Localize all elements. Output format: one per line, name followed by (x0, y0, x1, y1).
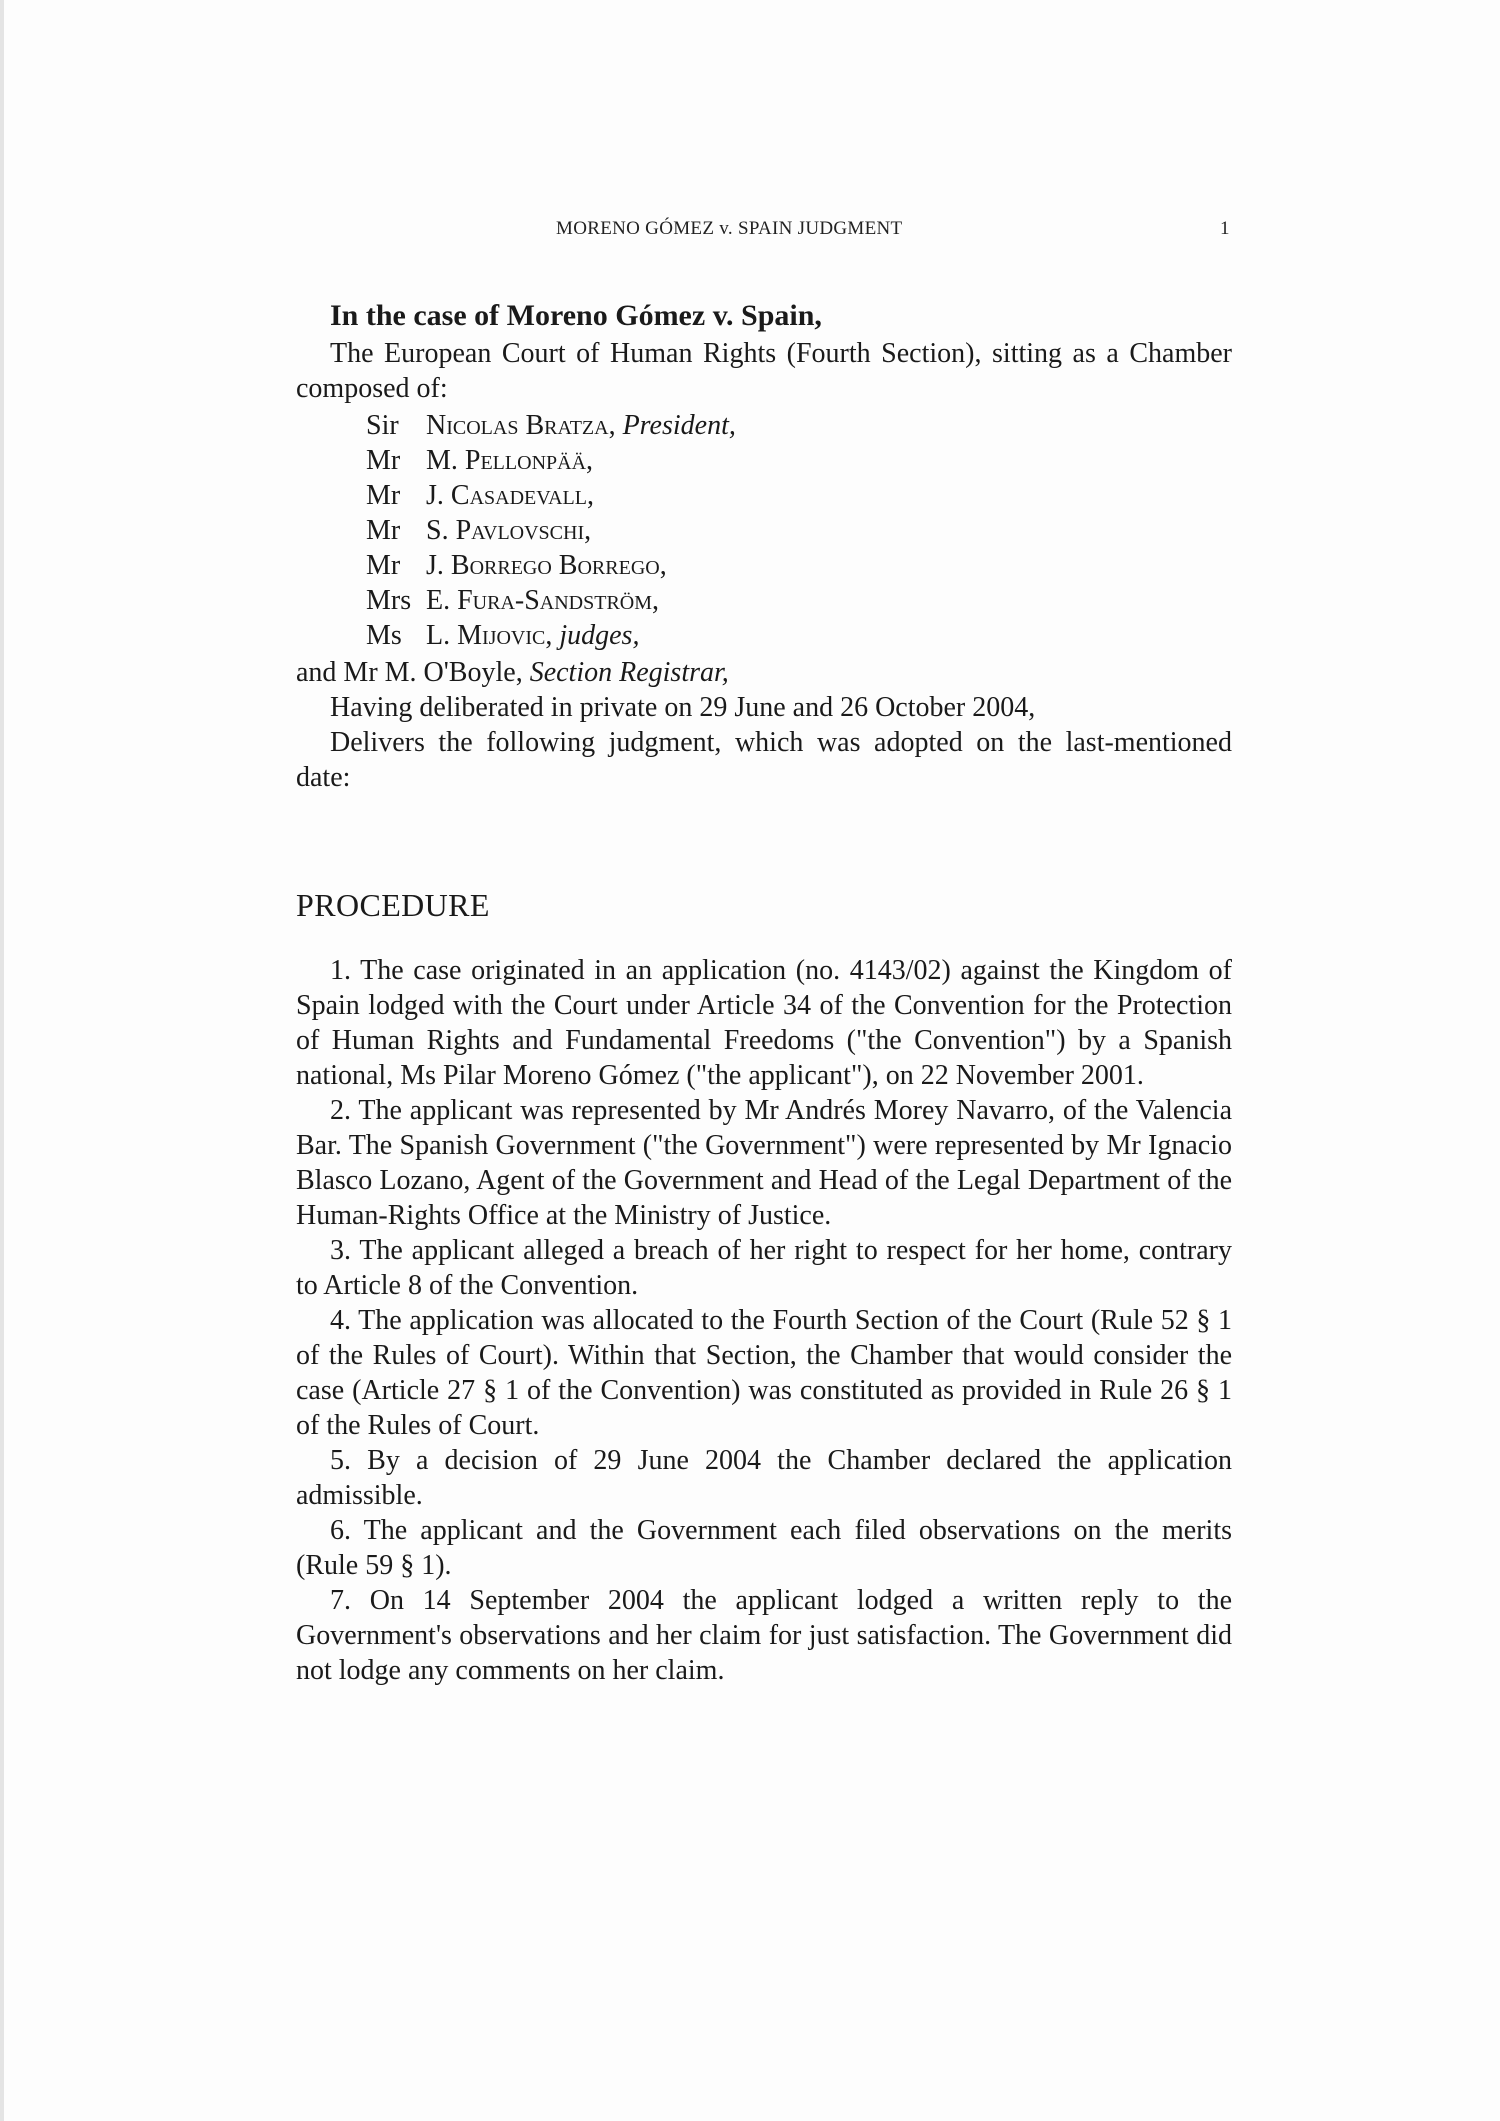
court-composition-line: The European Court of Human Rights (Fourth Section), sitting as a Chamber composed of: (296, 338, 1232, 404)
judge-name: Nicolas Bratza, President, (426, 410, 736, 441)
judge-title: Mrs (366, 585, 412, 616)
deliberation-line: Having deliberated in private on 29 June and 26 October 2004, (330, 692, 1036, 723)
page-number: 1 (1220, 218, 1230, 239)
procedure-paragraph: 7. On 14 September 2004 the applicant lodged a written reply to the Government's observations and her claim for just satisfaction. The Government did not lodge any comments on her claim. (296, 1585, 1232, 1686)
document-body (296, 298, 1232, 1688)
procedure-paragraph: 3. The applicant alleged a breach of her right to respect for her home, contrary to Article 8 of the Convention. (296, 1235, 1232, 1301)
section-heading-procedure: PROCEDURE (296, 887, 490, 923)
registrar-line: and Mr M. O'Boyle, Section Registrar, (296, 657, 729, 688)
judge-title: Mr (366, 480, 401, 511)
judge-title: Mr (366, 515, 401, 546)
procedure-paragraph: 1. The case originated in an application (no. 4143/02) against the Kingdom of Spain lodged with the Court under Article 34 of the Convention for the Protection of Human Rights and Fundamental Freedoms ("the Convention") by a Spanish national, Ms Pilar Moreno Gómez ("the applicant"), on 22 November 2001. (296, 955, 1232, 1091)
procedure-paragraph: 5. By a decision of 29 June 2004 the Chamber declared the application admissible. (296, 1445, 1232, 1511)
judge-name: L. Mijovic, judges, (426, 620, 640, 651)
judge-name: S. Pavlovschi, (426, 515, 592, 546)
case-title: In the case of Moreno Gómez v. Spain, (330, 299, 822, 332)
procedure-paragraph: 4. The application was allocated to the Fourth Section of the Court (Rule 52 § 1 of the Rules of Court). Within that Section, the Chamber that would consider the case (Article 27 § 1 of the Convention) was constituted as provided in Rule 26 § 1 of the Rules of Court. (296, 1305, 1232, 1441)
delivery-line: Delivers the following judgment, which was adopted on the last-mentioned date: (296, 727, 1232, 793)
judges-list (366, 408, 1232, 653)
judge-name: E. Fura-Sandström, (426, 585, 660, 616)
procedure-section (296, 953, 1232, 1688)
judge-title: Sir (366, 410, 399, 441)
judge-name: J. Borrego Borrego, (426, 550, 667, 581)
judge-title: Mr (366, 550, 401, 581)
judge-name: J. Casadevall, (426, 480, 594, 511)
procedure-paragraph: 2. The applicant was represented by Mr Andrés Morey Navarro, of the Valencia Bar. The Spanish Government ("the Government") were represented by Mr Ignacio Blasco Lozano, Agent of the Government and Head of the Legal Department of the Human-Rights Office at the Ministry of Justice. (296, 1095, 1232, 1231)
judge-title: Mr (366, 445, 401, 476)
judge-name: M. Pellonpää, (426, 445, 594, 476)
scan-edge (0, 0, 4, 2121)
judge-title: Ms (366, 620, 402, 651)
procedure-paragraph: 6. The applicant and the Government each filed observations on the merits (Rule 59 § 1). (296, 1515, 1232, 1581)
running-header: MORENO GÓMEZ v. SPAIN JUDGMENT (556, 218, 903, 239)
